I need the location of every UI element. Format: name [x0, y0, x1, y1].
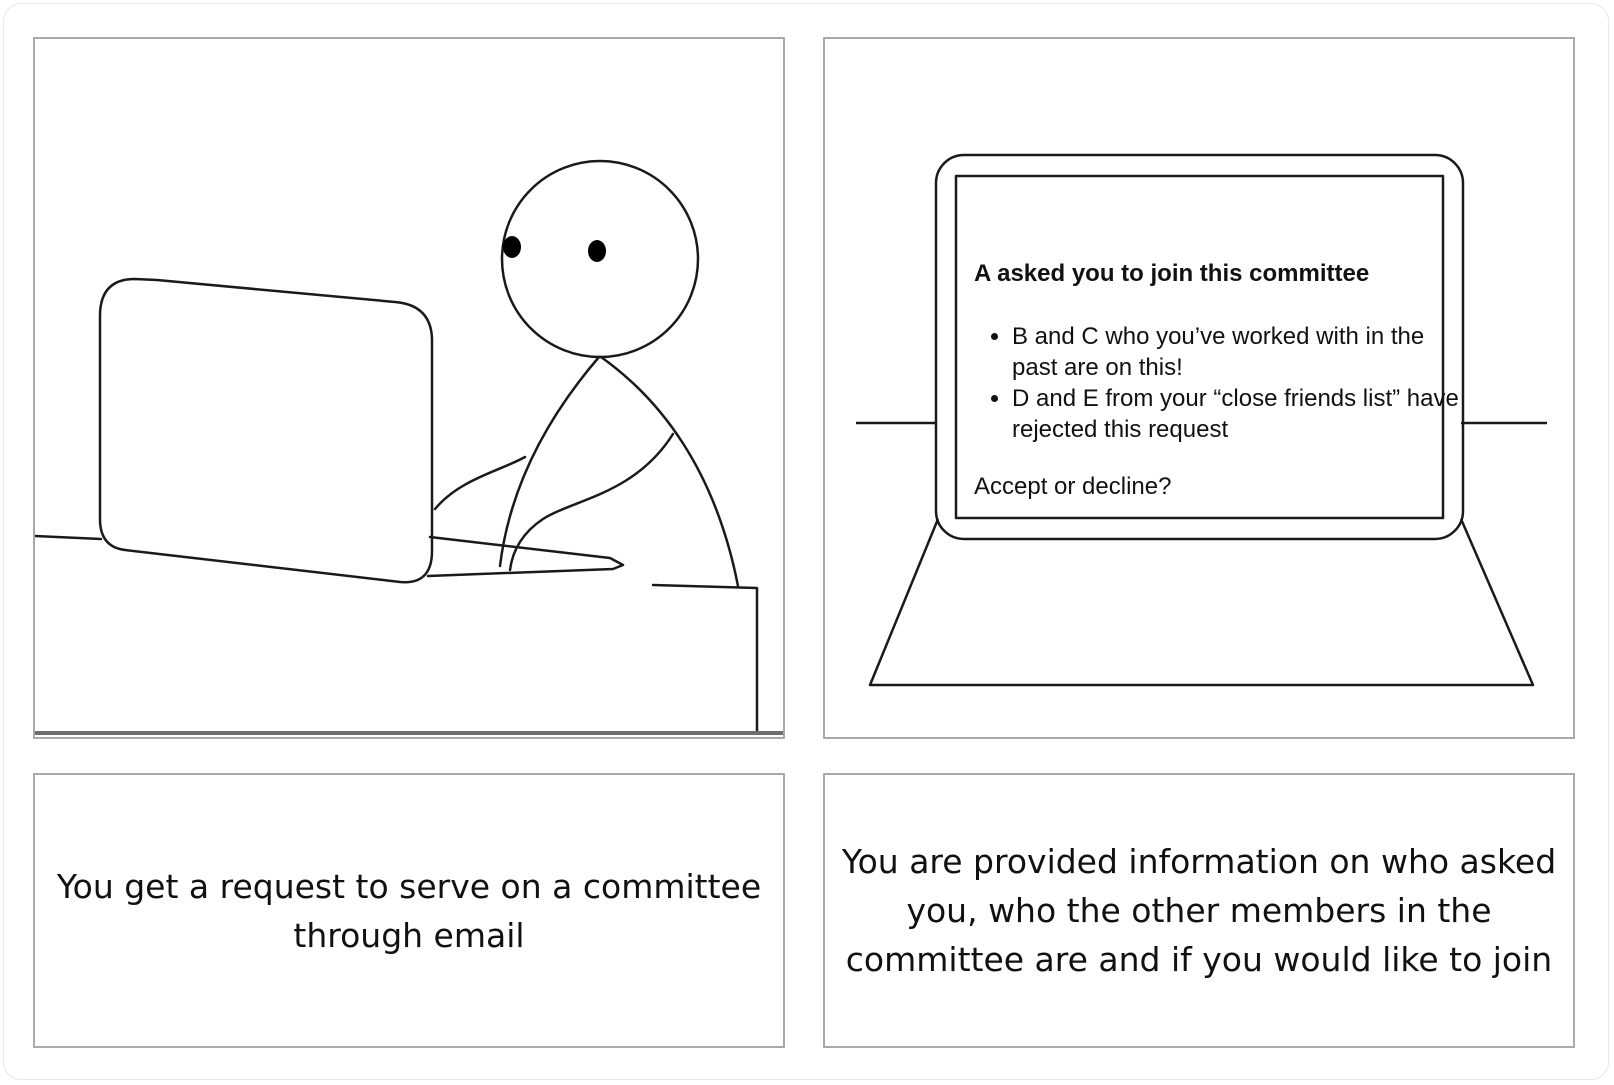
accept-decline-prompt: Accept or decline?: [974, 473, 1172, 500]
figure-back: [601, 357, 738, 586]
storyboard-panel-1: [33, 37, 785, 739]
email-bullet: • D and E from your “close friends list” have rejected this request: [1012, 383, 1462, 445]
right-eye: [588, 240, 606, 262]
left-eye: [503, 236, 521, 258]
email-screen-content: [956, 217, 1459, 535]
laptop-lid: [100, 279, 432, 582]
desk: [35, 536, 757, 731]
caption-text-2: You are provided information on who asked you, who the other members in the committee are and if you would like to join: [841, 842, 1557, 979]
caption-text-1: You get a request to serve on a committee through email: [56, 866, 762, 955]
caption-panel-2: [823, 773, 1575, 1048]
email-title: A asked you to join this committee: [974, 260, 1370, 287]
caption-panel-1: [33, 773, 785, 1048]
laptop-base: [870, 519, 1533, 685]
person-at-laptop-illustration: [35, 39, 783, 737]
figure-arm-back: [435, 457, 525, 509]
email-bullet-list: [974, 321, 1462, 445]
laptop-base: [428, 537, 623, 576]
figure-eyes: [503, 236, 606, 262]
storyboard-panel-2: [823, 37, 1575, 739]
email-bullet: • B and C who you’ve worked with in the past are on this!: [1012, 321, 1462, 383]
